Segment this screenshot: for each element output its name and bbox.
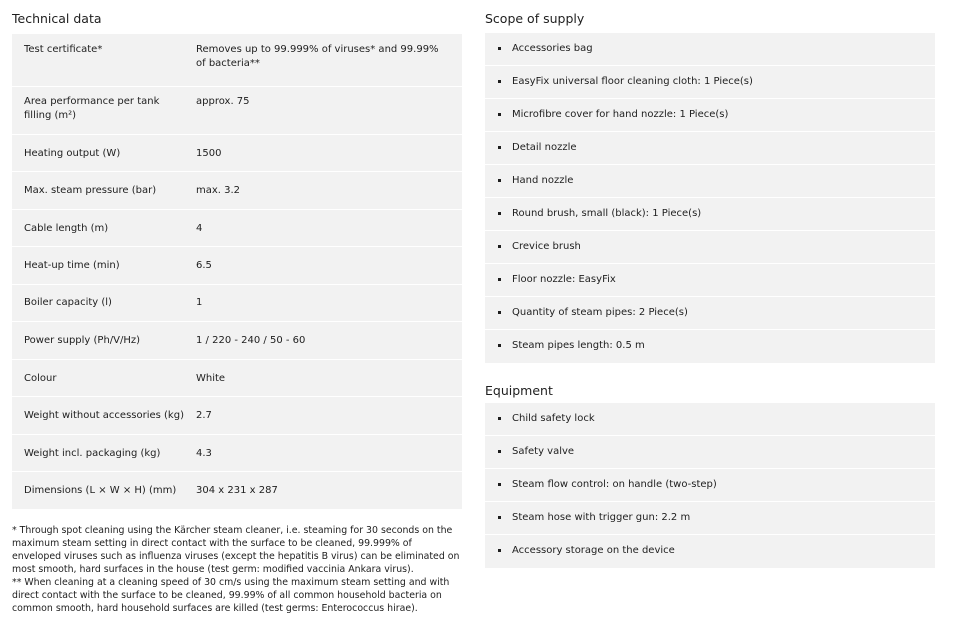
spec-label: Dimensions (L × W × H) (mm) (12, 471, 196, 509)
list-item (485, 469, 935, 502)
footnote-viruses: * Through spot cleaning using the Kärcher steam cleaner, i.e. steaming for 30 seconds on the maximum steam setting in direct contact with the surface to be cleaned, 99.999% of enveloped viruses such as influenza viruses (except the hepatitis B virus) can be eliminated on most smooth, hard surfaces in the house (test germ: modified vaccinia Ankara virus). (12, 525, 460, 575)
bullet-icon (498, 516, 501, 519)
list-item (485, 403, 935, 436)
spec-label: Area performance per tank filling (m²) (12, 86, 196, 134)
bullet-icon (498, 212, 501, 215)
list-item-label: Accessory storage on the device (512, 545, 675, 556)
list-item (485, 66, 935, 99)
list-item-label: Quantity of steam pipes: 2 Piece(s) (512, 307, 688, 318)
spec-label: Boiler capacity (l) (12, 284, 196, 321)
list-item (485, 231, 935, 264)
list-item-label: Steam hose with trigger gun: 2.2 m (512, 512, 691, 523)
bullet-icon (498, 278, 501, 281)
list-item-label: Microfibre cover for hand nozzle: 1 Piece(s) (512, 109, 729, 120)
list-item-label: Detail nozzle (512, 142, 577, 153)
bullet-icon (498, 245, 501, 248)
list-item (485, 502, 935, 535)
spec-value: 4 (196, 209, 462, 246)
bullet-icon (498, 344, 501, 347)
bullet-icon (498, 179, 501, 182)
list-item (485, 132, 935, 165)
list-item-label: Steam flow control: on handle (two-step) (512, 479, 717, 490)
list-item (485, 165, 935, 198)
spec-value: 4.3 (196, 434, 462, 471)
table-row (12, 34, 462, 86)
table-row (12, 209, 462, 246)
spec-value: 1 / 220 - 240 / 50 - 60 (196, 321, 462, 359)
equipment-list (485, 403, 935, 568)
bullet-icon (498, 311, 501, 314)
spec-value: 304 x 231 x 287 (196, 471, 462, 509)
list-item-label: EasyFix universal floor cleaning cloth: 1 Piece(s) (512, 76, 753, 87)
spec-value: 1 (196, 284, 462, 321)
table-row (12, 396, 462, 434)
table-row (12, 359, 462, 396)
spec-label: Heat-up time (min) (12, 246, 196, 284)
bullet-icon (498, 450, 501, 453)
list-item (485, 198, 935, 231)
table-row (12, 134, 462, 171)
footnote-bacteria: ** When cleaning at a cleaning speed of 30 cm/s using the maximum steam setting and with direct contact with the surface to be cleaned, 99.99% of all common household bacteria on common smooth, hard household surfaces are killed (test germs: Enterococcus hirae). (12, 577, 450, 614)
spec-value: 6.5 (196, 246, 462, 284)
spec-label: Cable length (m) (12, 209, 196, 246)
spec-value: approx. 75 (196, 86, 462, 134)
bullet-icon (498, 113, 501, 116)
list-item (485, 297, 935, 330)
list-item-label: Safety valve (512, 446, 575, 457)
footnotes (12, 524, 462, 615)
scope-of-supply-heading: Scope of supply (485, 11, 585, 26)
list-item-label: Steam pipes length: 0.5 m (512, 340, 645, 351)
bullet-icon (498, 47, 501, 50)
spec-label: Max. steam pressure (bar) (12, 171, 196, 209)
list-item-label: Round brush, small (black): 1 Piece(s) (512, 208, 702, 219)
spec-label: Power supply (Ph/V/Hz) (12, 321, 196, 359)
table-row (12, 434, 462, 471)
spec-value: max. 3.2 (196, 171, 462, 209)
bullet-icon (498, 80, 501, 83)
list-item-label: Child safety lock (512, 413, 595, 424)
list-item (485, 436, 935, 469)
spec-label: Heating output (W) (12, 134, 196, 171)
technical-data-table (12, 34, 462, 510)
equipment-heading: Equipment (485, 383, 553, 398)
scope-of-supply-list (485, 33, 935, 363)
spec-label: Test certificate* (12, 34, 196, 86)
spec-label: Weight without accessories (kg) (12, 396, 196, 434)
spec-value: 2.7 (196, 396, 462, 434)
list-item (485, 264, 935, 297)
bullet-icon (498, 549, 501, 552)
list-item-label: Floor nozzle: EasyFix (512, 274, 616, 285)
bullet-icon (498, 146, 501, 149)
spec-value: Removes up to 99.999% of viruses* and 99.99% of bacteria** (196, 34, 462, 86)
table-row (12, 471, 462, 509)
list-item-label: Crevice brush (512, 241, 581, 252)
spec-value: 1500 (196, 134, 462, 171)
table-row (12, 284, 462, 321)
table-row (12, 321, 462, 359)
list-item (485, 99, 935, 132)
spec-label: Colour (12, 359, 196, 396)
spec-label: Weight incl. packaging (kg) (12, 434, 196, 471)
table-row (12, 86, 462, 134)
bullet-icon (498, 483, 501, 486)
list-item-label: Hand nozzle (512, 175, 574, 186)
list-item (485, 330, 935, 363)
spec-value: White (196, 359, 462, 396)
list-item (485, 33, 935, 66)
bullet-icon (498, 417, 501, 420)
list-item-label: Accessories bag (512, 43, 593, 54)
list-item (485, 535, 935, 568)
technical-data-heading: Technical data (12, 11, 102, 26)
table-row (12, 171, 462, 209)
table-row (12, 246, 462, 284)
